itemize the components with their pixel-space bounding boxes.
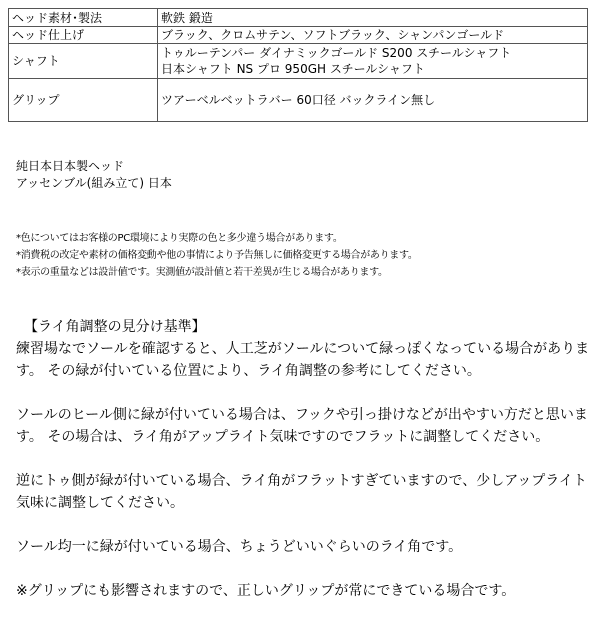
spec-value-line: トゥルーテンパー ダイナミックゴールド S200 スチールシャフト: [161, 46, 512, 60]
spec-label: シャフト: [9, 44, 158, 79]
guide-spacer: [16, 558, 590, 580]
spec-label: ヘッド素材･製法: [9, 9, 158, 27]
spec-value-line: 軟鉄 鍛造: [161, 10, 213, 25]
guide-paragraph: 逆にトゥ側が緑が付いている場合、ライ角がフラットすぎていますので、少しアップライト気味に調整してください。: [16, 473, 587, 511]
spec-value-line: ブラック、クロムサテン、ソフトブラック、シャンパンゴールド: [161, 28, 505, 42]
spec-row-head-finish: [9, 27, 588, 44]
spec-row-grip: [9, 79, 588, 122]
guide-paragraph: 練習場なでソールを確認すると、人工芝がソールについて緑っぽくなっている場合があります。 その緑が付いている位置により、ライ角調整の参考にしてください。: [16, 341, 590, 379]
note-price: *消費税の改定や素材の価格変動や他の事情により予告無しに価格変更する場合があります。: [16, 250, 418, 261]
guide-spacer: [16, 514, 590, 536]
guide-paragraph: ※グリップにも影響されますので、正しいグリップが常にできている場合です。: [16, 583, 516, 599]
spec-value-line: 日本シャフト NS プロ 950GH スチールシャフト: [161, 62, 425, 76]
spec-row-head-material: [9, 9, 588, 27]
guide-paragraph: ソール均一に緑が付いている場合、ちょうどいいぐらいのライ角です。: [16, 539, 463, 555]
made-in-section: [16, 158, 172, 192]
note-weight: *表示の重量などは設計値です。実測値が設計値と若干差異が生じる場合があります。: [16, 267, 388, 278]
guide-title: 【ライ角調整の見分け基準】: [24, 319, 206, 335]
spec-label: ヘッド仕上げ: [9, 27, 158, 44]
spec-value-line: ツアーベルベットラバー 60口径 バックライン無し: [161, 93, 436, 107]
note-color: *色についてはお客様のPC環境により実際の色と多少違う場合があります。: [16, 233, 343, 244]
guide-spacer: [16, 448, 590, 470]
spec-table: [8, 8, 588, 122]
spec-row-shaft: [9, 44, 588, 79]
spec-value: [158, 79, 588, 122]
spec-label: グリップ: [9, 79, 158, 122]
made-in-head: 純日本日本製ヘッド: [16, 159, 125, 173]
spec-value: [158, 9, 588, 27]
spec-value: [158, 44, 588, 79]
spec-value: [158, 27, 588, 44]
guide-spacer: [16, 382, 590, 404]
made-in-assembly: アッセンブル(組み立て) 日本: [16, 176, 172, 190]
guide-paragraph: ソールのヒール側に緑が付いている場合は、フックや引っ掛けなどが出やすい方だと思います。 その場合は、ライ角がアップライト気味ですのでフラットに調整してください。: [16, 407, 588, 445]
notes-section: [16, 230, 418, 281]
lie-angle-guide: [16, 316, 590, 602]
